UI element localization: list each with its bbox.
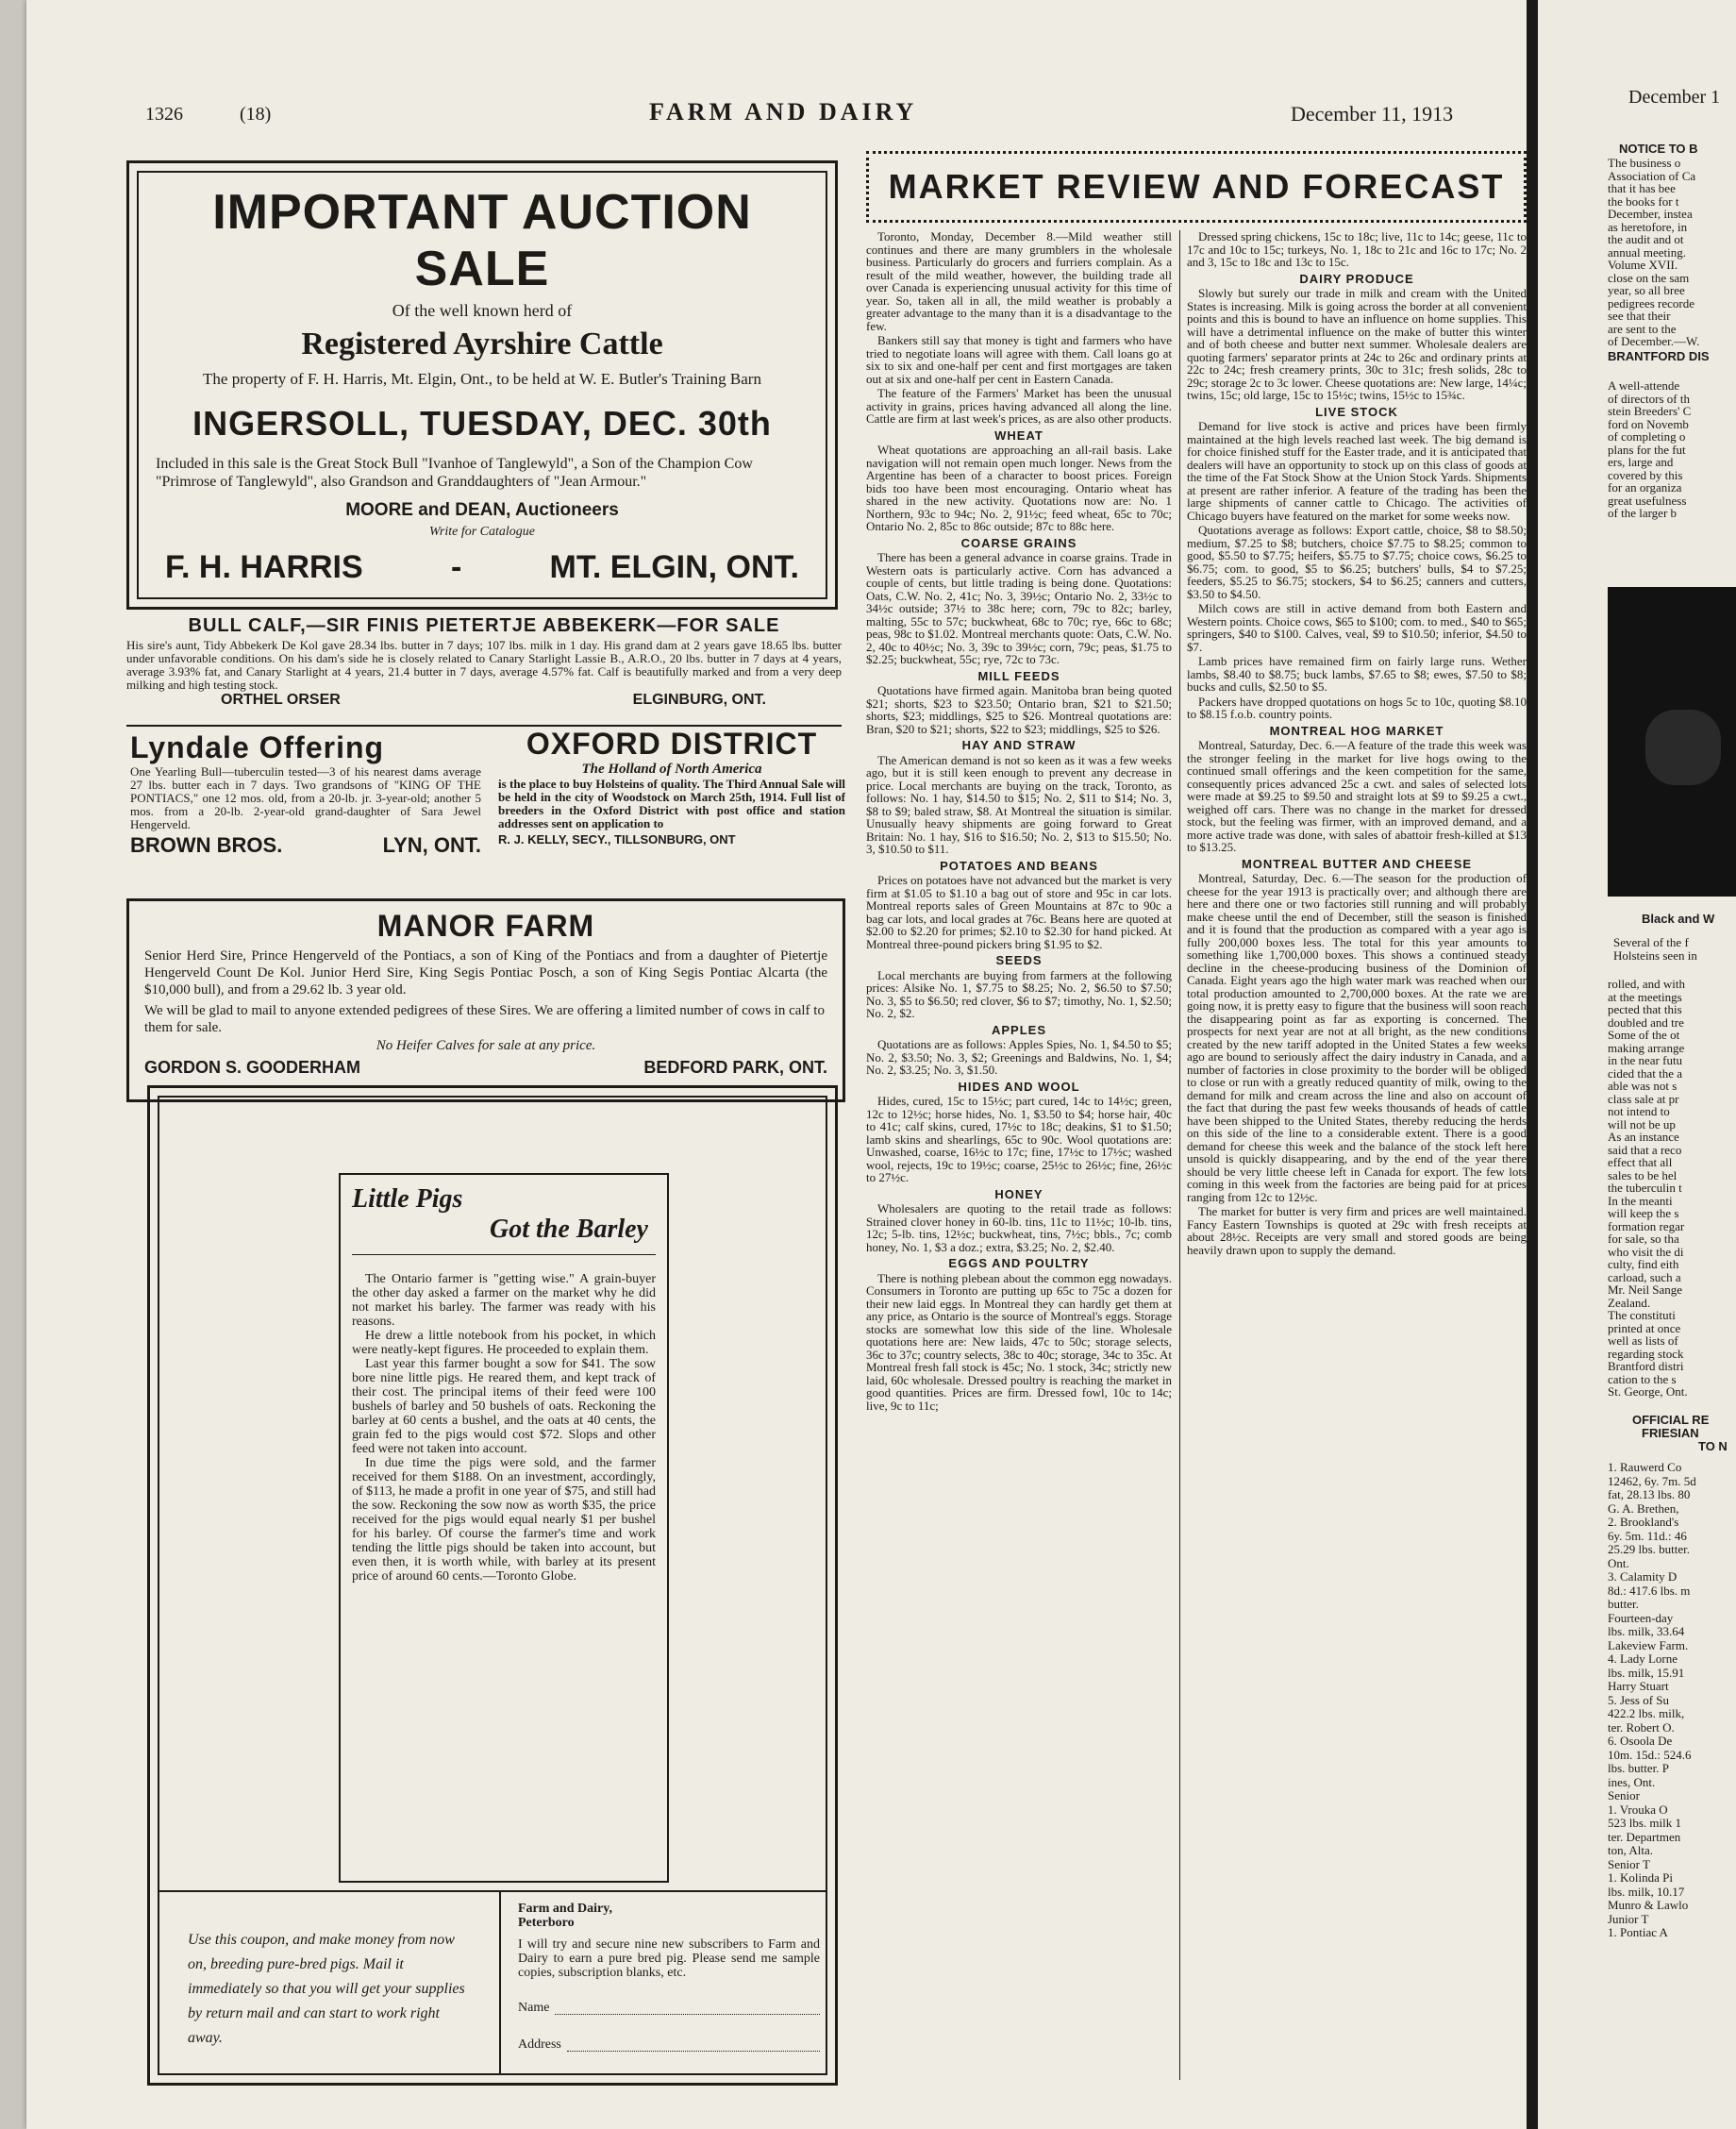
text-line: pedigrees recorde bbox=[1608, 295, 1695, 310]
text-line: Munro & Lawlo bbox=[1608, 1898, 1689, 1912]
market-paragraph: Montreal, Saturday, Dec. 6.—A feature of the trade this week was the stronger feeling in the market for live hogs owing to the continued small offerings and the keen competition for the same, consequently prices advanced 25c a cwt. and sales of selected lots were made at $9.25 to $9.50 and straight lots at $9 to $9.25 a cwt., weighed off cars. There was no change in the market for dressed stock, but the feeling was firmer, with an improved demand, and a more active trade was done, with sales of abattoir fresh-killed at $13 to $13.25. bbox=[1187, 738, 1527, 854]
text-line: ines, Ont. bbox=[1608, 1774, 1656, 1789]
pigs-title2: Got the Barley bbox=[490, 1215, 648, 1244]
text-line: formation regar bbox=[1608, 1218, 1685, 1233]
text-line: Harry Stuart bbox=[1608, 1679, 1669, 1693]
text-line: plans for the fut bbox=[1608, 442, 1686, 457]
to-line: TO N bbox=[1698, 1439, 1728, 1453]
auction-sub: Of the well known herd of bbox=[392, 301, 573, 320]
lyndale-title: Lyndale Offering bbox=[130, 730, 385, 764]
address-field[interactable] bbox=[567, 2037, 820, 2052]
friesian-line: FRIESIAN bbox=[1642, 1426, 1699, 1440]
lyndale-name: BROWN BROS. bbox=[130, 833, 283, 857]
lyndale-body: One Yearling Bull—tuberculin tested—3 of his nearest dams average 27 lbs. butter each in 7 days. Two grandsons of "KING OF THE PONTIACS," one 12 mos. old, from a 20-lb. jr. 3-year-old; another 5 mos. from a 20-lb. 2-year-old grand-daughter of Sara Jewel Hengerveld. bbox=[130, 764, 481, 831]
text-line: of December.—W. bbox=[1608, 334, 1700, 348]
auction-owner: The property of F. H. Harris, Mt. Elgin, Ont., to be held at W. E. Butler's Training Barn bbox=[203, 370, 761, 388]
text-line: Mr. Neil Sange bbox=[1608, 1282, 1683, 1297]
text-line: A well-attende bbox=[1608, 378, 1680, 393]
text-line: 25.29 lbs. butter. bbox=[1608, 1542, 1691, 1556]
text-line: The constituti bbox=[1608, 1308, 1676, 1322]
text-line: in the near futu bbox=[1608, 1053, 1683, 1067]
text-line: see that their bbox=[1608, 309, 1671, 323]
manor-body2: We will be glad to mail to anyone extended pedigrees of these Sires. We are offering a limited number of cows in calf to them for sale. bbox=[144, 1003, 825, 1035]
lyndale-place: LYN, ONT. bbox=[382, 833, 481, 857]
text-line: 2. Brookland's bbox=[1608, 1515, 1679, 1529]
text-line: 8d.: 417.6 lbs. m bbox=[1608, 1583, 1691, 1598]
text-line: In the meanti bbox=[1608, 1193, 1673, 1208]
oxford-contact: R. J. KELLY, SECY., TILLSONBURG, ONT bbox=[498, 832, 736, 847]
pigs-paragraph: Last year this farmer bought a sow for $41. The sow bore nine little pigs. He reared them, and kept track of their cost. The principal items of their feed were 100 bushels of barley and 50 bushels of oats. Reckoning the barley at 60 cents a bushel, and the oats at 40 cents, the grain fed to the pigs would cost $72. Slops and other feed were not taken into account. bbox=[352, 1357, 656, 1456]
market-title-banner bbox=[866, 151, 1527, 223]
text-line: Some of the ot bbox=[1608, 1028, 1680, 1042]
text-line: Zealand. bbox=[1608, 1295, 1651, 1310]
market-paragraph: The American demand is not so keen as it was a few weeks ago, but it is still keen enough to prevent any decrease in price. Local merchants are buying on the track, Toronto, as follows: No. 1 hay, $14.50 to $15; No. 2, $11 to $14; No. 3, $8 to $9; baled straw, $8. At Montreal the situation is similar. Unusually heavy shipments are going forward to Great Britain: No. 1 hay, $16 to $16.50; No. 2, $13 to $15.50; No. 3, $10.50 to $11. bbox=[866, 752, 1172, 856]
text-line: As an instance bbox=[1608, 1130, 1679, 1144]
market-paragraph: Quotations are as follows: Apples Spies, No. 1, $4.50 to $5; No. 2, $3.50; No. 3, $2; Greenings and Baldwins, No. 1, $4; No. 2, $3.25; No. 3, $1.50. bbox=[866, 1037, 1172, 1077]
name-label: Name bbox=[518, 2001, 550, 2015]
text-line: 6y. 5m. 11d.: 46 bbox=[1608, 1528, 1687, 1543]
pigs-rule bbox=[352, 1254, 656, 1255]
auction-place: INGERSOLL, TUESDAY, DEC. 30th bbox=[192, 404, 772, 443]
market-section-heading: WHEAT bbox=[994, 427, 1043, 443]
market-paragraph: Milch cows are still in active demand from both Eastern and Western points. Choice cows, $65 to $100; com. to med., $40 to $65; springers, $40 to $100. Calves, veal, $9 to $10.50; inferior, $4.50 to $7. bbox=[1187, 601, 1527, 654]
coupon-body: I will try and secure nine new subscribers to Farm and Dairy to earn a pure bred pig. Please send me sample copies, subscription blanks, etc. bbox=[518, 1937, 820, 1980]
text-line: Senior bbox=[1608, 1788, 1640, 1802]
text-line: fat, 28.13 lbs. 80 bbox=[1608, 1487, 1691, 1501]
text-line: lbs. milk, 33.64 bbox=[1608, 1624, 1685, 1638]
bull-place: ELGINBURG, ONT. bbox=[632, 692, 766, 708]
market-paragraph: Local merchants are buying from farmers at the following prices: Alsike No. 1, $7.75 to $8.25; No. 2, $6.50 to $7.50; No. 3, $5 to $6.50; red clover, $6 to $7; timothy, No. 1, $2.50; No. 2, $2. bbox=[866, 967, 1172, 1020]
text-line: will not be up bbox=[1608, 1116, 1676, 1132]
text-line: St. George, Ont. bbox=[1608, 1384, 1688, 1399]
text-line: 1. Vrouka O bbox=[1608, 1802, 1668, 1817]
text-line: lbs. milk, 10.17 bbox=[1608, 1884, 1685, 1899]
text-line: of completing o bbox=[1608, 429, 1686, 444]
text-line: year, so all bree bbox=[1608, 283, 1685, 297]
text-line: are sent to the bbox=[1608, 321, 1677, 336]
market-section-heading: MONTREAL BUTTER AND CHEESE bbox=[1241, 856, 1473, 871]
official-heading bbox=[1632, 1414, 1728, 1453]
pigs-paragraph: In due time the pigs were sold, and the farmer received for them $188. On an investment, accordingly, of $113, he made a profit in one year of $75, and still had the sow. Reckoning the sow now as worth $35, the price received for the pigs would equal nearly $1 per bushel for his barley. Of course the farmer's time and work tending the little pigs should be taken into account, but even then, it is worth while, with barley at its present price of around 60 cents.—Toronto Globe. bbox=[352, 1456, 656, 1584]
coupon-form bbox=[518, 1902, 820, 2052]
coupon-promo: Use this coupon, and make money from now on, breeding pure-bred pigs. Mail it immediately so that you will get your supplies by return mail and can start to work right away. bbox=[188, 1932, 465, 2046]
text-line: ford on Novemb bbox=[1608, 416, 1689, 431]
market-paragraph: Lamb prices have remained firm on fairly large runs. Wether lambs, $8.40 to $8.75; buck lambs, $7.65 to $8; ewes, $7.50 to $8; bucks and culls, $2.50 to $5. bbox=[1187, 654, 1527, 694]
official-records-text bbox=[1608, 1461, 1696, 1940]
text-line: ers, large and bbox=[1608, 455, 1674, 469]
text-line: printed at once bbox=[1608, 1320, 1681, 1335]
text-line: able was not s bbox=[1608, 1079, 1678, 1093]
text-line: lbs. butter. P bbox=[1608, 1761, 1670, 1775]
text-line: December, instea bbox=[1608, 207, 1693, 221]
market-section-heading: HIDES AND WOOL bbox=[958, 1079, 1080, 1094]
market-section-heading: HONEY bbox=[994, 1186, 1043, 1201]
market-paragraph: Bankers still say that money is tight and farmers who have tried to negotiate loans will agree with them. Call loans go at six to six and one-half per cent and first mortgages are taken out at six and one-half per cent in Eastern Canada. bbox=[866, 333, 1172, 386]
bull-calf-ad bbox=[126, 615, 842, 719]
market-paragraph: Wholesalers are quoting to the retail trade as follows: Strained clover honey in 60-lb. tins, 11c to 11½c; 10-lb. tins, 12c; 5-lb. tins, 12½c; buckwheat, tins, 7½c; bbls., 7c; comb honey, No. 1, $3 a doz.; extra, $3.25; No. 2, $2.40. bbox=[866, 1201, 1172, 1254]
text-line: sales to be hel bbox=[1608, 1167, 1678, 1182]
text-line: making arrange bbox=[1608, 1040, 1685, 1055]
market-section-heading: MONTREAL HOG MARKET bbox=[1269, 723, 1444, 738]
text-line: Lakeview Farm. bbox=[1608, 1637, 1689, 1652]
market-section-heading: EGGS AND POULTRY bbox=[948, 1256, 1090, 1270]
brantford-heading: BRANTFORD DIS bbox=[1608, 349, 1710, 363]
text-line: ter. Departmen bbox=[1608, 1829, 1681, 1844]
bull-title: BULL CALF,—SIR FINIS PIETERTJE ABBEKERK—FOR SALE bbox=[188, 615, 780, 636]
market-section-heading: DAIRY PRODUCE bbox=[1299, 271, 1414, 286]
newspaper-page bbox=[26, 0, 1536, 2129]
text-line: cation to the s bbox=[1608, 1371, 1677, 1386]
manor-place: BEDFORD PARK, ONT. bbox=[643, 1058, 827, 1077]
market-paragraph: Demand for live stock is active and prices have been firmly maintained at the high levels reached last week. The big demand is for choice finished stuff for the Easter trade, and it is anticipated that dealers will have an opportunity to stock up on this class of goods at the time of the Fat Stock Show at the Union Stock Yards. Shipments at present are rather inferior. A feature of the trading has been the large shipments of canner cattle to Chicago. The activities of Chicago buyers have featured on the market for some weeks now. bbox=[1187, 419, 1527, 523]
issue-date: December 11, 1913 bbox=[1291, 102, 1454, 126]
text-line: Fourteen-day bbox=[1608, 1610, 1674, 1625]
photo-caption-text bbox=[1613, 936, 1697, 962]
text-line: 5. Jess of Su bbox=[1608, 1692, 1670, 1707]
pigs-title1: Little Pigs bbox=[352, 1184, 463, 1214]
oxford-sub: The Holland of North America bbox=[581, 762, 762, 777]
auction-title: IMPORTANT AUCTION SALE bbox=[212, 185, 752, 296]
text-line: will keep the s bbox=[1608, 1206, 1679, 1220]
text-line: great usefulness bbox=[1608, 493, 1687, 508]
text-line: Association of Ca bbox=[1608, 168, 1696, 183]
text-line: Brantford distri bbox=[1608, 1359, 1684, 1373]
text-line: ter. Robert O. bbox=[1608, 1719, 1675, 1735]
text-line: Ont. bbox=[1608, 1555, 1629, 1570]
market-paragraph: Toronto, Monday, December 8.—Mild weather still continues and there are many grumblers in the wholesale business. Particularly do grocers and furriers complain. As a result of the mild weather, however, the building trade all over Canada is experiencing unusual activity for this time of year. So, taken all in all, the mild weather is probably a greater advantage to the many than it is a disadvantage to the few. bbox=[866, 230, 1172, 333]
text-line: Volume XVII. bbox=[1608, 258, 1678, 272]
text-line: 523 lbs. milk 1 bbox=[1608, 1816, 1682, 1830]
text-line: 6. Osoola De bbox=[1608, 1734, 1673, 1748]
notice-heading: NOTICE TO B bbox=[1619, 142, 1698, 156]
text-line: that it has bee bbox=[1608, 181, 1676, 195]
brantford-text bbox=[1608, 379, 1691, 520]
text-line: 10m. 15d.: 524.6 bbox=[1608, 1747, 1692, 1762]
text-line: 4. Lady Lorne bbox=[1608, 1651, 1678, 1666]
oxford-ad bbox=[498, 727, 845, 887]
text-line: 1. Kolinda Pi bbox=[1608, 1870, 1673, 1885]
text-line: rolled, and with bbox=[1608, 977, 1685, 991]
text-line: close on the sam bbox=[1608, 270, 1690, 285]
auction-sale-ad bbox=[126, 160, 838, 610]
auction-body: Included in this sale is the Great Stock Bull "Ivanhoe of Tanglewyld", a Son of the Champion Cow "Primrose of Tanglewyld", also Grandson and Granddaughters of "Jean Armour." bbox=[156, 456, 753, 490]
text-line: The business o bbox=[1608, 156, 1681, 170]
pigs-paragraph: The Ontario farmer is "getting wise." A grain-buyer the other day asked a farmer on the market why he did not market his barley. The farmer was ready with his reasons. bbox=[352, 1272, 656, 1329]
market-title: MARKET REVIEW AND FORECAST bbox=[888, 167, 1505, 206]
text-line: regarding stock bbox=[1608, 1346, 1684, 1361]
market-section-heading: HAY AND STRAW bbox=[961, 738, 1077, 752]
market-column-1 bbox=[866, 230, 1172, 2108]
text-line: covered by this bbox=[1608, 467, 1683, 482]
oxford-body: is the place to buy Holsteins of quality. The Third Annual Sale will be held in the city of Woodstock on March 25th, 1914. Full list of breeders in the Oxford District with post office and station addresses sent on application to bbox=[498, 777, 845, 830]
address-label: Address bbox=[518, 2037, 561, 2052]
text-line: the audit and ot bbox=[1608, 232, 1684, 246]
bull-body: His sire's aunt, Tidy Abbekerk De Kol gave 28.34 lbs. butter in 7 days; 107 lbs. milk in 1 day. His grand dam at 2 years gave 18.65 lbs. butter under unfavorable conditions. On his dam's side he is closely related to Canary Starlight Lassie B., A.R.O., 20 lbs. butter in 7 days at 4 years, average 3.93% fat, and Canary Starlight at 4 years, 21.4 butter in 7 days, average 4.57% fat. Calf is beautifully marked and from a very deep milking and high testing stock. bbox=[126, 638, 842, 692]
adjacent-body-text bbox=[1608, 978, 1688, 1399]
notice-text bbox=[1608, 157, 1699, 348]
auction-sep: - bbox=[450, 549, 462, 585]
text-line: Holsteins seen in bbox=[1613, 947, 1697, 963]
adjacent-date: December 1 bbox=[1628, 87, 1721, 108]
text-line: 1. Pontiac A bbox=[1608, 1925, 1668, 1939]
text-line: lbs. milk, 15.91 bbox=[1608, 1665, 1685, 1680]
manor-body1: Senior Herd Sire, Prince Hengerveld of the Pontiacs, a son of King of the Pontiacs and from a daughter of Pietertje Hengerveld Count De Kol. Junior Herd Sire, King Segis Pontiac Posch, a son of King Segis Pontiac Alcarta (the $10,000 bull), and from a 29.62 lb. 3 year old. bbox=[144, 948, 827, 997]
market-paragraph: The feature of the Farmers' Market has been the unusual activity in grains, prices having advanced all along the line. Cattle are firm at last week's prices, as are also other products. bbox=[866, 386, 1172, 426]
market-paragraph: Hides, cured, 15c to 15½c; part cured, 14c to 14½c; green, 12c to 12½c; horse hides, No. 1, $3.50 to $4; horse hair, 40c to 41c; calf skins, cured, 17½c to 18c; deakins, $1 to $1.50; lamb skins and shearlings, 65c to 90c. Wool quotations are: Unwashed, coarse, 16½c to 17c; fine, 17½c to 17½c; washed wool, rejects, 19c to 19½c; coarse, 25½c to 26½c; fine, 26½c to 27½c. bbox=[866, 1094, 1172, 1184]
text-line: butter. bbox=[1608, 1597, 1639, 1611]
adjacent-page bbox=[1538, 0, 1736, 2129]
text-line: effect that all bbox=[1608, 1155, 1673, 1169]
lyndale-ad bbox=[130, 730, 481, 889]
auction-seller: F. H. HARRIS bbox=[165, 549, 363, 585]
auction-auctioneers: MOORE and DEAN, Auctioneers bbox=[345, 500, 619, 520]
text-line: stein Breeders' C bbox=[1608, 404, 1692, 418]
text-line: ton, Alta. bbox=[1608, 1843, 1654, 1857]
auction-seller-place: MT. ELGIN, ONT. bbox=[549, 549, 799, 585]
manor-name: GORDON S. GOODERHAM bbox=[144, 1058, 361, 1077]
auction-catalogue: Write for Catalogue bbox=[429, 525, 535, 539]
text-line: well as lists of bbox=[1608, 1333, 1678, 1348]
pigs-paragraph: He drew a little notebook from his pocket, in which were neatly-kept figures. He proceeded to explain them. bbox=[352, 1329, 656, 1357]
coupon-vertical bbox=[499, 1892, 501, 2073]
oxford-title: OXFORD DISTRICT bbox=[526, 727, 818, 761]
text-line: 3. Calamity D bbox=[1608, 1569, 1678, 1584]
text-line: cided that the a bbox=[1608, 1065, 1683, 1081]
photo-caption: Black and W bbox=[1642, 912, 1715, 926]
official-line: OFFICIAL RE bbox=[1632, 1413, 1710, 1427]
text-line: the books for t bbox=[1608, 193, 1679, 209]
market-section-heading: MILL FEEDS bbox=[977, 668, 1060, 683]
cattle-photo bbox=[1608, 587, 1736, 897]
market-paragraph: Quotations have firmed again. Manitoba bran being quoted $21; shorts, $23 to $23.50; Ontario bran, $21 to $21.50; shorts, $23; middlings, $25 to $26. Montreal quotations are: Bran, $20 to $21; shorts, $22 to $23; middlings, $25 to $26. bbox=[866, 683, 1172, 736]
column-rule bbox=[1179, 230, 1180, 2080]
market-section-heading: COARSE GRAINS bbox=[960, 535, 1077, 550]
auction-breed: Registered Ayrshire Cattle bbox=[301, 327, 663, 361]
manor-farm-ad bbox=[126, 898, 845, 1102]
market-paragraph: The market for butter is very firm and prices are well maintained. Fancy Eastern Townships is quoted at 29c with fresh receipts at about 28½c. Receipts are very small and stored goods are being heavily drawn upon to supply the demand. bbox=[1187, 1204, 1527, 1257]
manor-note: No Heifer Calves for sale at any price. bbox=[376, 1038, 596, 1053]
text-line: at the meetings bbox=[1608, 989, 1682, 1004]
photo-cow-shape bbox=[1645, 710, 1721, 785]
market-section-heading: APPLES bbox=[991, 1022, 1046, 1037]
text-line: 1. Rauwerd Co bbox=[1608, 1460, 1682, 1474]
coupon-divider bbox=[159, 1890, 826, 1892]
text-line: doubled and tre bbox=[1608, 1014, 1684, 1030]
text-line: not intend to bbox=[1608, 1104, 1670, 1118]
pigs-story bbox=[352, 1272, 656, 1584]
text-line: of directors of th bbox=[1608, 391, 1691, 406]
market-section-heading: SEEDS bbox=[995, 953, 1043, 967]
market-paragraph: Slowly but surely our trade in milk and cream with the United States is increasing. Milk is going across the border at all convenient points and this is bound to have an influence on home supplies. This will have a detrimental influence on the make of butter this winter and of both cheese and butter next summer. Wholesale dealers are quoting farmers' separator prints at 24c to 26c and ordinary prints at 22c to 24c; fresh creamery prints, 30c to 31c; fresh solids, 28c to 29c; storage 2c to 3c lower. Cheese quotations are: New large, 14¼c; twins, 15c; old large, 15c to 15½c; twins, 15½c to 15¾c. bbox=[1187, 286, 1527, 402]
text-line: for sale, so tha bbox=[1608, 1232, 1679, 1246]
pigs-story-box bbox=[339, 1173, 669, 1883]
market-paragraph: There has been a general advance in coarse grains. Trade in Western oats is particularly active. Corn has advanced a couple of cents, but little trading is being done. Quotations: Oats, C.W. No. 2, 41c; No. 3, 39½c; Ontario No. 2, 33½c to 34½c outside; 37½ to 38c here; corn, 79c to 82c; barley, malting, 55c to 57c; buckwheat, 68c to 70c; rye, 66c to 68c; peas, 98c to $1.02. Montreal merchants quote: Oats, C.W. No. 2, 40c to 40½c; No. 3, 39c to 39½c; corn, 79c; peas, $1.75 to $2.25; buckwheat, 55c; rye, 72c to 73c. bbox=[866, 550, 1172, 666]
text-line: as heretofore, in bbox=[1608, 219, 1688, 234]
market-paragraph: Prices on potatoes have not advanced but the market is very firm at $1.05 to $1.10 a bag out of store and 95c in car lots. Montreal reports sales of Green Mountains at 87c to 90c a bag car lots, and local grades at 76c. Beans here are quoted at $2.00 to $2.20 for primes; $2.10 to $2.30 for hand picked. At Montreal three-pound pickers bring $1.95 to $2. bbox=[866, 873, 1172, 951]
coupon-to: Farm and Dairy, Peterboro bbox=[518, 1902, 612, 1930]
text-line: culty, find eith bbox=[1608, 1257, 1679, 1271]
text-line: Senior T bbox=[1608, 1856, 1650, 1871]
little-pigs-ad bbox=[147, 1085, 838, 2086]
market-paragraph: Packers have dropped quotations on hogs 5c to 10c, quoting $8.10 to $8.15 f.o.b. country points. bbox=[1187, 694, 1527, 721]
market-column-2 bbox=[1187, 230, 1527, 2108]
market-paragraph: Wheat quotations are approaching an all-rail basis. Lake navigation will not remain open much longer. News from the Argentine has been of a character to boost prices. Foreign bids too have been most encouraging. Ontario wheat has shared in the new activity. Quotations now are: No. 1 Northern, 93c to 94c; No. 2, 91½c; feed wheat, 65c to 70c; Ontario No. 2, 85c to 86c outside; 87c to 88c here. bbox=[866, 443, 1172, 533]
text-line: the tuberculin t bbox=[1608, 1181, 1682, 1195]
text-line: said that a reco bbox=[1608, 1142, 1682, 1157]
masthead: FARM AND DAIRY bbox=[649, 98, 918, 126]
text-line: of the larger b bbox=[1608, 506, 1678, 520]
text-line: for an organiza bbox=[1608, 480, 1682, 495]
market-section-heading: POTATOES AND BEANS bbox=[940, 858, 1098, 873]
text-line: 12462, 6y. 7m. 5d bbox=[1608, 1473, 1696, 1488]
page-number: 1326 bbox=[145, 104, 183, 125]
text-line: G. A. Brethen, bbox=[1608, 1500, 1679, 1516]
manor-title: MANOR FARM bbox=[376, 909, 595, 943]
text-line: who visit the di bbox=[1608, 1244, 1684, 1259]
market-paragraph: Dressed spring chickens, 15c to 18c; live, 11c to 14c; geese, 11c to 17c and 10c to 15c; turkeys, No. 1, 18c to 21c and 16c to 17c; No. 2 and 3, 15c to 18c and 13c to 15c. bbox=[1187, 230, 1527, 269]
market-paragraph: There is nothing plebean about the common egg nowadays. Consumers in Toronto are putting up 65c to 75c a dozen for their new laid eggs. In Montreal they can hardly get them at any price, as Ontario is the source of Montreal's eggs. Storage stocks are somewhat low this side of the line. Wholesale quotations here are: New laids, 47c to 50c; storage selects, 36c to 37c; country selects, 38c to 40c; storage, 34c to 35c. At Montreal fresh fall stock is 45c; No. 1 stock, 34c; strictly new laid, 60c wholesale. Dressed poultry is reaching the market in good quantities. Prices are firm. Dressed fowl, 10c to 14c; live, 9c to 11c; bbox=[866, 1270, 1172, 1413]
name-field[interactable] bbox=[555, 2001, 820, 2015]
market-paragraph: Montreal, Saturday, Dec. 6.—The season for the production of cheese for the year 1913 is practically over; and although there are here and there one or two factories still running and will probably make cheese until the end of December, still the season is finished and it is found that the production as compared with a year ago is fully 200,000 boxes less. The total for this year amounts to something like 1,700,000 boxes. This shows a continued steady decline in the cheese-producing business of the Dominion of Canada. Eight years ago the high water mark was reached when our total production amounted to 2,700,000 boxes. At the rate we are going now, it is pretty easy to figure that the business will soon reach the disappearing point as far as exporting is concerned. The prospects for next year are not at all bright, as the new conditions created by the new tariff adopted in the United States a few weeks ago are bound to seriously affect the dairy industry in Canada, and a number of factories in close proximity to the border will be obliged to close or run with a greatly reduced quantity of milk, owing to the demand for milk and cream across the line and also on account of the fact that during the past few weeks thousands of heads of cattle have been shipped to the United States, thereby reducing the herds on this side of the line to a considerable extent. There is a good demand for cheese this week and the balance of the stock left here unsold is quickly disappearing, and by the end of the year there should be very little cheese left in Canada for export. The few lots coming in this week from the factories are being paid for at prices ranging from 12c to 12½c. bbox=[1187, 871, 1527, 1204]
text-line: pected that this bbox=[1608, 1002, 1682, 1016]
market-section-heading: LIVE STOCK bbox=[1315, 404, 1398, 419]
folio: (18) bbox=[240, 104, 272, 125]
text-line: class sale at pr bbox=[1608, 1091, 1679, 1106]
bull-name: ORTHEL ORSER bbox=[221, 692, 341, 708]
text-line: Several of the f bbox=[1613, 935, 1689, 949]
market-paragraph: Quotations average as follows: Export cattle, choice, $8 to $8.50; medium, $7.25 to $8; butchers, choice $7.75 to $8.25; common to good, $5.50 to $7.75; heifers, $5.75 to $7.75; choice cows, $6.25 to $6.75; com. to good, $5 to $6.25; butchers' bulls, $4 to $7.25; feeders, $5.25 to $6.75; stockers, $4 to $6.25; canners and cutters, $3.50 to $4.50. bbox=[1187, 523, 1527, 601]
text-line: annual meeting. bbox=[1608, 244, 1687, 260]
text-line: 422.2 lbs. milk, bbox=[1608, 1706, 1685, 1720]
text-line: carload, such a bbox=[1608, 1269, 1681, 1284]
text-line: Junior T bbox=[1608, 1911, 1649, 1926]
